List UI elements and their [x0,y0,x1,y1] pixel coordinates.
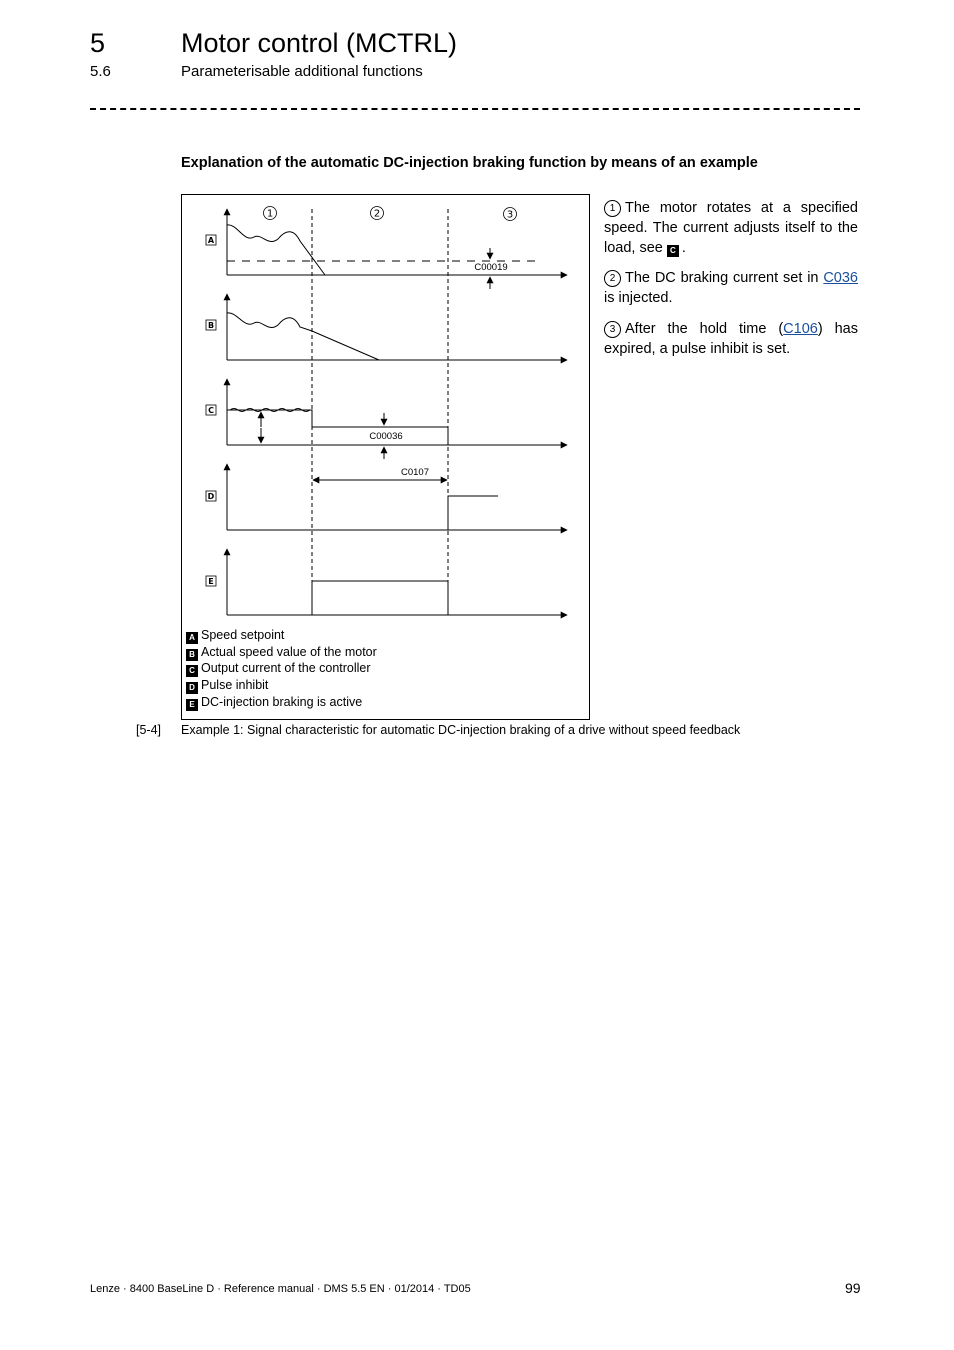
svg-text:D: D [207,492,215,501]
svg-text:3: 3 [506,209,514,221]
phase-marker-2 [371,207,384,220]
legend-item-d: D Pulse inhibit [186,678,268,694]
svg-text:2: 2 [373,208,381,220]
trace-e-dc-braking [312,581,448,615]
section-title: Parameterisable additional functions [181,63,423,80]
trace-d-pulse-inhibit [448,496,498,530]
link-c106[interactable]: C106 [783,321,818,337]
label-c00019: C00019 [474,262,508,273]
legend-item-a: A Speed setpoint [186,628,284,644]
row-label-b [206,320,216,330]
caption-text: Example 1: Signal characteristic for automatic DC-injection braking of a drive without speed feedback [181,723,741,737]
axis-e [227,549,567,615]
sub-heading: Explanation of the automatic DC-injection braking function by means of an example [181,155,758,171]
svg-text:E: E [208,577,214,586]
phase-marker-3 [504,208,517,221]
trace-b-actual-speed [227,313,379,360]
step-1: 1 The motor rotates at a specified speed. The current adjusts itself to the load, see C . [604,200,858,256]
step-3-marker: 3 [604,321,621,338]
page-number: 99 [845,1280,861,1296]
svg-text:B: B [207,321,215,330]
axis-d [227,464,567,530]
phase-marker-1 [264,207,277,220]
footer-text: Lenze · 8400 BaseLine D · Reference manual · DMS 5.5 EN · 01/2014 · TD05 [90,1283,471,1295]
step-1-marker: 1 [604,200,621,217]
ref-c-box: C [667,245,679,257]
svg-text:A: A [207,236,215,245]
label-c00036: C00036 [369,431,403,442]
chapter-title: Motor control (MCTRL) [181,28,458,58]
row-label-d [206,491,216,501]
axis-b [227,294,567,360]
section-number: 5.6 [90,63,111,80]
caption-number: [5-4] [136,723,162,737]
link-c036[interactable]: C036 [823,270,858,286]
row-label-c [206,405,216,415]
trace-a-speed-setpoint [227,225,325,275]
label-c0107: C0107 [401,467,429,478]
legend-item-b: B Actual speed value of the motor [186,645,377,661]
axis-a [227,209,567,275]
trace-c-output-current [227,410,448,445]
row-label-e [206,576,216,586]
step-2-marker: 2 [604,270,621,287]
row-label-a [206,235,216,245]
header-divider [90,108,860,110]
svg-text:C: C [208,406,214,415]
legend-item-e: E DC-injection braking is active [186,695,362,711]
step-2: 2 The DC braking current set in C036 is injected. [604,270,858,306]
signal-figure [181,194,590,720]
svg-text:1: 1 [266,208,274,220]
step-3: 3 After the hold time (C106) has expired, a pulse inhibit is set. [604,321,858,357]
legend-item-c: C Output current of the controller [186,661,371,677]
chapter-number: 5 [90,28,106,58]
